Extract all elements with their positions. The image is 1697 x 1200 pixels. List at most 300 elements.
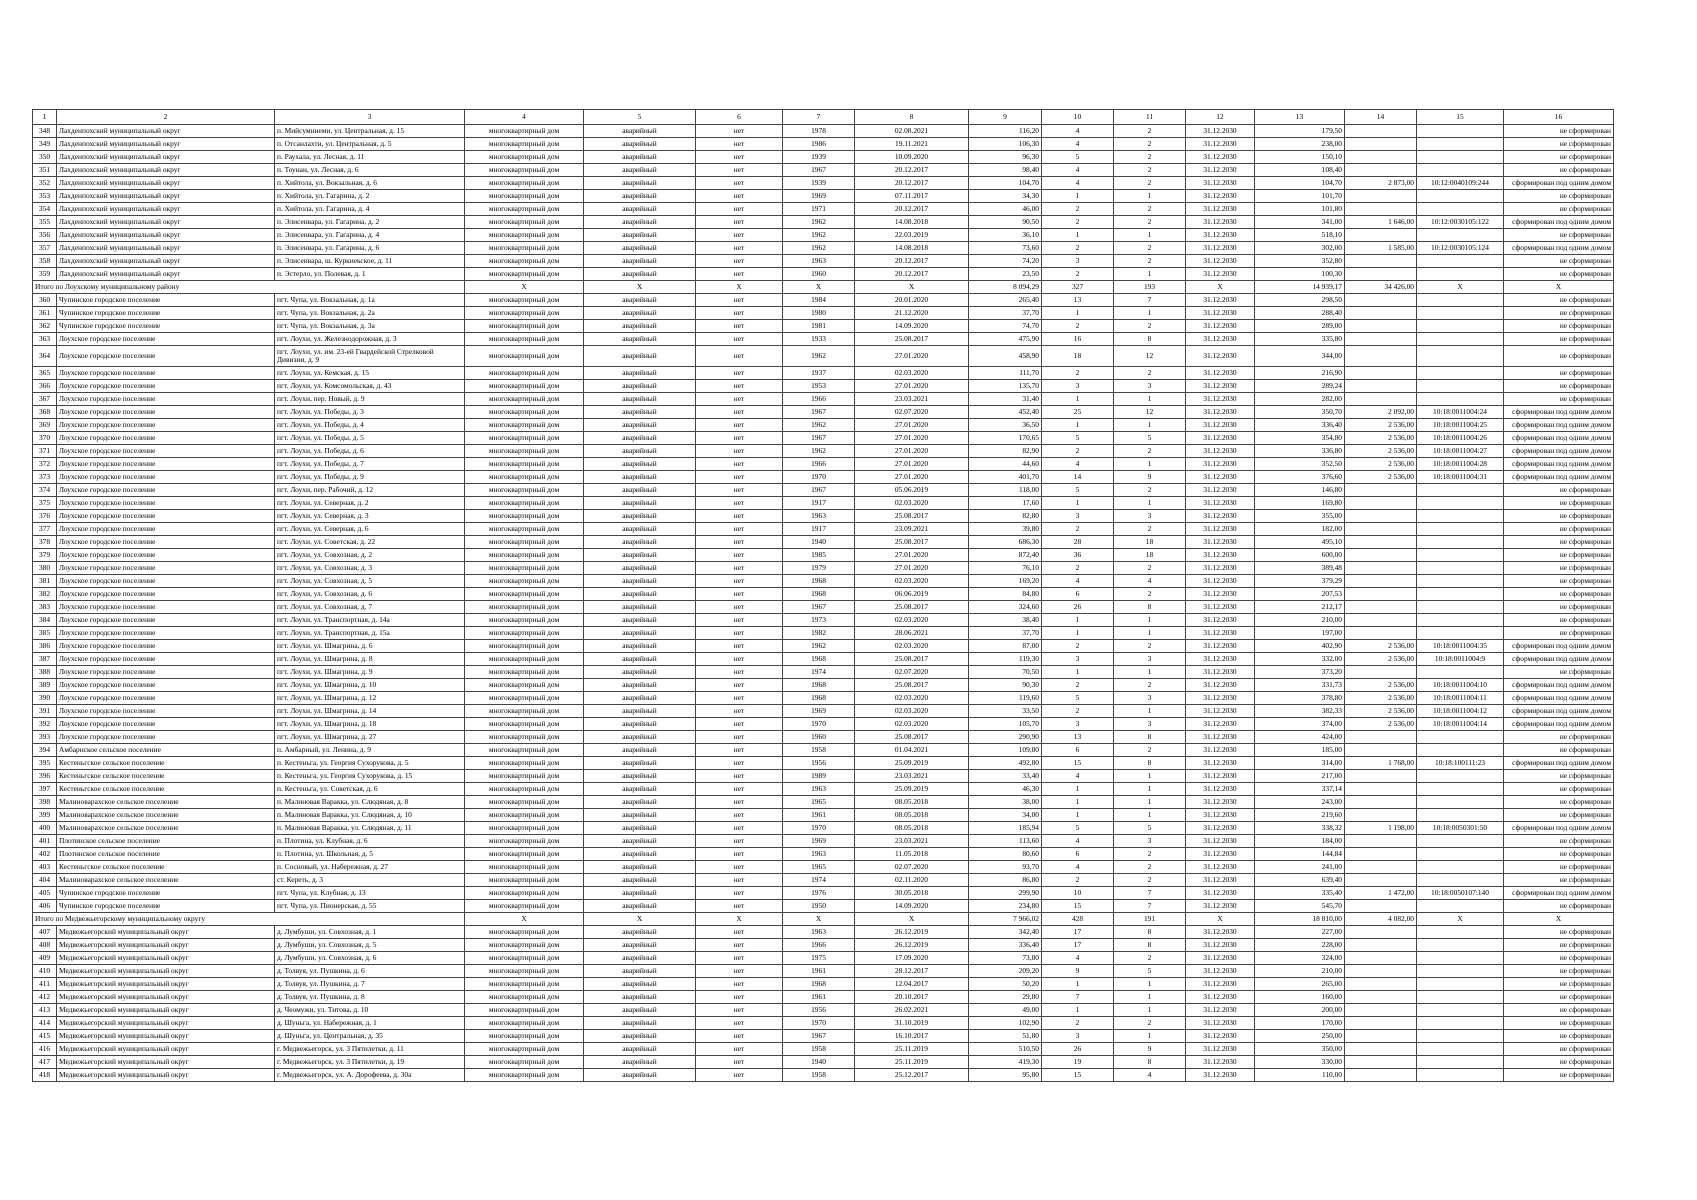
cell-count: 1 <box>1114 229 1186 242</box>
cell-deadline: 31.12.2030 <box>1186 510 1255 523</box>
cell-condition: аварийный <box>584 536 696 549</box>
cell-flag: нет <box>696 1056 783 1069</box>
cell-flag: нет <box>696 874 783 887</box>
cell-flag: нет <box>696 614 783 627</box>
cell-address: пгт. Лоухи, ул. Победы, д. 3 <box>275 406 465 419</box>
cell-address: д. Лумбуши, ул. Совхозная, д. 1 <box>275 926 465 939</box>
cell-flag: нет <box>696 952 783 965</box>
cell-land-area: 2 536,00 <box>1345 679 1417 692</box>
cell-date: 20.12.2017 <box>855 268 969 281</box>
cell-building-type: многоквартирный дом <box>465 471 584 484</box>
cell-deadline: 31.12.2030 <box>1186 367 1255 380</box>
cell-cost: 402,90 <box>1255 640 1345 653</box>
cell-deadline: 31.12.2030 <box>1186 380 1255 393</box>
cell-flag: нет <box>696 640 783 653</box>
cell-condition: аварийный <box>584 627 696 640</box>
header-cell-3: 3 <box>275 110 465 125</box>
cell-residents: 2 <box>1042 242 1114 255</box>
cell-year: 1917 <box>783 497 855 510</box>
cell-date: 14.08.2018 <box>855 242 969 255</box>
cell-cadastral-number <box>1417 320 1504 333</box>
cell-land-status: не сформирован <box>1504 255 1614 268</box>
cell-deadline: 31.12.2030 <box>1186 432 1255 445</box>
cell-area: 336,40 <box>969 939 1042 952</box>
cell-condition: аварийный <box>584 151 696 164</box>
cell-flag: нет <box>696 307 783 320</box>
cell-deadline: 31.12.2030 <box>1186 419 1255 432</box>
cell-land-area <box>1345 900 1417 913</box>
cell-cost: 545,70 <box>1255 900 1345 913</box>
cell-condition: аварийный <box>584 203 696 216</box>
subtotal-condition: X <box>584 913 696 926</box>
cell-deadline: 31.12.2030 <box>1186 1043 1255 1056</box>
cell-date: 10.09.2020 <box>855 151 969 164</box>
cell-land-area <box>1345 1017 1417 1030</box>
cell-cadastral-number <box>1417 978 1504 991</box>
cell-row-number: 357 <box>33 242 57 255</box>
cell-deadline: 31.12.2030 <box>1186 588 1255 601</box>
cell-count: 2 <box>1114 523 1186 536</box>
cell-flag: нет <box>696 445 783 458</box>
cell-deadline: 31.12.2030 <box>1186 1004 1255 1017</box>
cell-municipality: Медвежьегорский муниципальный округ <box>57 939 275 952</box>
cell-row-number: 385 <box>33 627 57 640</box>
cell-land-status: не сформирован <box>1504 874 1614 887</box>
cell-residents: 1 <box>1042 666 1114 679</box>
cell-cadastral-number <box>1417 1043 1504 1056</box>
cell-residents: 1 <box>1042 627 1114 640</box>
cell-date: 02.07.2020 <box>855 666 969 679</box>
cell-land-area: 2 536,00 <box>1345 640 1417 653</box>
cell-cadastral-number: 10:18:0011004:28 <box>1417 458 1504 471</box>
cell-residents: 4 <box>1042 835 1114 848</box>
cell-deadline: 31.12.2030 <box>1186 164 1255 177</box>
cell-count: 2 <box>1114 848 1186 861</box>
cell-row-number: 403 <box>33 861 57 874</box>
cell-flag: нет <box>696 1004 783 1017</box>
cell-cost: 250,00 <box>1255 1030 1345 1043</box>
table-row <box>33 268 1614 281</box>
cell-date: 27.01.2020 <box>855 445 969 458</box>
header-row <box>33 110 1614 125</box>
cell-date: 23.03.2021 <box>855 835 969 848</box>
cell-residents: 2 <box>1042 367 1114 380</box>
cell-residents: 1 <box>1042 978 1114 991</box>
cell-count: 1 <box>1114 627 1186 640</box>
table-row <box>33 666 1614 679</box>
cell-municipality: Лахденпохский муниципальный округ <box>57 229 275 242</box>
cell-date: 02.03.2020 <box>855 640 969 653</box>
cell-cadastral-number <box>1417 965 1504 978</box>
cell-land-status: не сформирован <box>1504 1056 1614 1069</box>
cell-land-status: не сформирован <box>1504 484 1614 497</box>
cell-year: 1979 <box>783 562 855 575</box>
cell-deadline: 31.12.2030 <box>1186 861 1255 874</box>
cell-date: 20.12.2017 <box>855 164 969 177</box>
subtotal-building-type: X <box>465 281 584 294</box>
cell-date: 26.12.2019 <box>855 939 969 952</box>
cell-building-type: многоквартирный дом <box>465 991 584 1004</box>
cell-building-type: многоквартирный дом <box>465 653 584 666</box>
cell-address: д. Шуньга, ул. Набережная, д. 1 <box>275 1017 465 1030</box>
cell-land-status: сформирован под одним домом <box>1504 692 1614 705</box>
table-row <box>33 203 1614 216</box>
cell-count: 1 <box>1114 770 1186 783</box>
cell-flag: нет <box>696 164 783 177</box>
cell-area: 104,70 <box>969 177 1042 190</box>
cell-municipality: Лоухское городское поселение <box>57 614 275 627</box>
cell-building-type: многоквартирный дом <box>465 731 584 744</box>
cell-deadline: 31.12.2030 <box>1186 471 1255 484</box>
cell-flag: нет <box>696 1069 783 1082</box>
cell-date: 20.10.2017 <box>855 991 969 1004</box>
cell-cadastral-number <box>1417 939 1504 952</box>
cell-cadastral-number <box>1417 744 1504 757</box>
cell-address: п. Кестеньга, ул. Георгия Сухорукова, д. 5 <box>275 757 465 770</box>
cell-cost: 352,50 <box>1255 458 1345 471</box>
table-row <box>33 640 1614 653</box>
cell-count: 3 <box>1114 510 1186 523</box>
cell-area: 49,00 <box>969 1004 1042 1017</box>
cell-year: 1961 <box>783 991 855 1004</box>
cell-condition: аварийный <box>584 809 696 822</box>
cell-deadline: 31.12.2030 <box>1186 640 1255 653</box>
cell-count: 1 <box>1114 705 1186 718</box>
cell-municipality: Лоухское городское поселение <box>57 666 275 679</box>
cell-building-type: многоквартирный дом <box>465 562 584 575</box>
cell-cadastral-number <box>1417 770 1504 783</box>
cell-land-area <box>1345 588 1417 601</box>
cell-building-type: многоквартирный дом <box>465 393 584 406</box>
cell-land-status: не сформирован <box>1504 1030 1614 1043</box>
cell-condition: аварийный <box>584 333 696 346</box>
cell-year: 1967 <box>783 432 855 445</box>
cell-land-area <box>1345 744 1417 757</box>
cell-building-type: многоквартирный дом <box>465 333 584 346</box>
cell-area: 111,70 <box>969 367 1042 380</box>
cell-area: 119,30 <box>969 653 1042 666</box>
cell-building-type: многоквартирный дом <box>465 1069 584 1082</box>
table-row <box>33 255 1614 268</box>
cell-area: 170,65 <box>969 432 1042 445</box>
cell-land-status: не сформирован <box>1504 562 1614 575</box>
cell-date: 27.01.2020 <box>855 562 969 575</box>
cell-address: д. Чеомужи, ул. Титова, д. 10 <box>275 1004 465 1017</box>
table-row <box>33 835 1614 848</box>
cell-municipality: Амбарнское сельское поселение <box>57 744 275 757</box>
cell-municipality: Чупинское городское поселение <box>57 887 275 900</box>
cell-row-number: 381 <box>33 575 57 588</box>
cell-address: п. Малиновая Варакка, ул. Слюдяная, д. 11 <box>275 822 465 835</box>
cell-count: 4 <box>1114 1069 1186 1082</box>
cell-residents: 4 <box>1042 138 1114 151</box>
cell-land-status: не сформирован <box>1504 333 1614 346</box>
cell-flag: нет <box>696 380 783 393</box>
cell-residents: 1 <box>1042 229 1114 242</box>
cell-row-number: 370 <box>33 432 57 445</box>
cell-row-number: 393 <box>33 731 57 744</box>
cell-area: 44,60 <box>969 458 1042 471</box>
cell-date: 08.05.2018 <box>855 809 969 822</box>
header-cell-14: 14 <box>1345 110 1417 125</box>
cell-land-area <box>1345 614 1417 627</box>
cell-cadastral-number <box>1417 809 1504 822</box>
cell-residents: 1 <box>1042 1004 1114 1017</box>
cell-land-status: сформирован под одним домом <box>1504 653 1614 666</box>
cell-land-area <box>1345 1069 1417 1082</box>
cell-land-status: не сформирован <box>1504 900 1614 913</box>
cell-condition: аварийный <box>584 991 696 1004</box>
cell-address: пгт. Чупа, ул. Вокзальная, д. 1а <box>275 294 465 307</box>
cell-row-number: 352 <box>33 177 57 190</box>
cell-deadline: 31.12.2030 <box>1186 991 1255 1004</box>
cell-area: 46,00 <box>969 203 1042 216</box>
cell-cost: 379,29 <box>1255 575 1345 588</box>
cell-cadastral-number <box>1417 575 1504 588</box>
cell-area: 82,80 <box>969 510 1042 523</box>
cell-area: 80,60 <box>969 848 1042 861</box>
cell-municipality: Медвежьегорский муниципальный округ <box>57 978 275 991</box>
cell-condition: аварийный <box>584 471 696 484</box>
cell-year: 1971 <box>783 203 855 216</box>
cell-count: 2 <box>1114 1017 1186 1030</box>
cell-year: 1963 <box>783 255 855 268</box>
cell-municipality: Лоухское городское поселение <box>57 380 275 393</box>
cell-cadastral-number <box>1417 601 1504 614</box>
cell-land-area <box>1345 333 1417 346</box>
cell-cadastral-number <box>1417 562 1504 575</box>
cell-residents: 9 <box>1042 965 1114 978</box>
cell-residents: 26 <box>1042 601 1114 614</box>
cell-deadline: 31.12.2030 <box>1186 138 1255 151</box>
table-body <box>33 110 1614 1082</box>
cell-flag: нет <box>696 458 783 471</box>
cell-count: 8 <box>1114 731 1186 744</box>
cell-residents: 2 <box>1042 874 1114 887</box>
cell-residents: 4 <box>1042 575 1114 588</box>
cell-count: 1 <box>1114 783 1186 796</box>
cell-residents: 2 <box>1042 1017 1114 1030</box>
cell-cost: 110,00 <box>1255 1069 1345 1082</box>
cell-land-status: не сформирован <box>1504 1004 1614 1017</box>
cell-building-type: многоквартирный дом <box>465 588 584 601</box>
cell-building-type: многоквартирный дом <box>465 151 584 164</box>
cell-area: 87,00 <box>969 640 1042 653</box>
cell-area: 31,40 <box>969 393 1042 406</box>
cell-count: 12 <box>1114 346 1186 367</box>
cell-municipality: Медвежьегорский муниципальный округ <box>57 1030 275 1043</box>
cell-area: 234,80 <box>969 900 1042 913</box>
cell-area: 342,40 <box>969 926 1042 939</box>
cell-cost: 289,24 <box>1255 380 1345 393</box>
cell-municipality: Медвежьегорский муниципальный округ <box>57 965 275 978</box>
cell-date: 26.02.2021 <box>855 1004 969 1017</box>
subtotal-residents: 327 <box>1042 281 1114 294</box>
cell-land-status: сформирован под одним домом <box>1504 471 1614 484</box>
cell-year: 1967 <box>783 1030 855 1043</box>
cell-year: 1960 <box>783 268 855 281</box>
cell-land-area <box>1345 190 1417 203</box>
cell-date: 25.08.2017 <box>855 653 969 666</box>
table-row <box>33 320 1614 333</box>
cell-flag: нет <box>696 835 783 848</box>
cell-deadline: 31.12.2030 <box>1186 965 1255 978</box>
table-row <box>33 536 1614 549</box>
cell-cost: 314,00 <box>1255 757 1345 770</box>
cell-cost: 518,10 <box>1255 229 1345 242</box>
cell-deadline: 31.12.2030 <box>1186 809 1255 822</box>
cell-building-type: многоквартирный дом <box>465 523 584 536</box>
cell-residents: 13 <box>1042 294 1114 307</box>
cell-land-status: сформирован под одним домом <box>1504 177 1614 190</box>
cell-municipality: Чупинское городское поселение <box>57 320 275 333</box>
subtotal-residents: 428 <box>1042 913 1114 926</box>
table-row <box>33 419 1614 432</box>
cell-municipality: Лахденпохский муниципальный округ <box>57 203 275 216</box>
cell-date: 06.06.2019 <box>855 588 969 601</box>
cell-cadastral-number <box>1417 835 1504 848</box>
cell-condition: аварийный <box>584 125 696 138</box>
cell-date: 27.01.2020 <box>855 458 969 471</box>
cell-area: 185,94 <box>969 822 1042 835</box>
cell-land-status: не сформирован <box>1504 1043 1614 1056</box>
table-row <box>33 744 1614 757</box>
cell-row-number: 365 <box>33 367 57 380</box>
cell-cost: 600,00 <box>1255 549 1345 562</box>
cell-residents: 5 <box>1042 822 1114 835</box>
cell-land-area <box>1345 1004 1417 1017</box>
cell-condition: аварийный <box>584 549 696 562</box>
cell-land-status: не сформирован <box>1504 861 1614 874</box>
cell-area: 33,40 <box>969 770 1042 783</box>
subtotal-date: X <box>855 281 969 294</box>
cell-residents: 1 <box>1042 497 1114 510</box>
cell-address: пгт. Лоухи, ул. Победы, д. 5 <box>275 432 465 445</box>
cell-condition: аварийный <box>584 1056 696 1069</box>
cell-date: 02.11.2020 <box>855 874 969 887</box>
cell-year: 1965 <box>783 861 855 874</box>
cell-deadline: 31.12.2030 <box>1186 242 1255 255</box>
cell-building-type: многоквартирный дом <box>465 229 584 242</box>
cell-flag: нет <box>696 151 783 164</box>
cell-area: 116,20 <box>969 125 1042 138</box>
cell-deadline: 31.12.2030 <box>1186 1030 1255 1043</box>
cell-municipality: Медвежьегорский муниципальный округ <box>57 1069 275 1082</box>
cell-row-number: 394 <box>33 744 57 757</box>
cell-municipality: Чупинское городское поселение <box>57 900 275 913</box>
cell-address: пгт. Чупа, ул. Клубная, д. 13 <box>275 887 465 900</box>
cell-flag: нет <box>696 190 783 203</box>
cell-land-status: не сформирован <box>1504 536 1614 549</box>
cell-condition: аварийный <box>584 190 696 203</box>
cell-date: 27.01.2020 <box>855 432 969 445</box>
cell-municipality: Лахденпохский муниципальный округ <box>57 151 275 164</box>
cell-date: 25.09.2019 <box>855 757 969 770</box>
cell-flag: нет <box>696 575 783 588</box>
cell-residents: 2 <box>1042 679 1114 692</box>
cell-deadline: 31.12.2030 <box>1186 666 1255 679</box>
cell-municipality: Лахденпохский муниципальный округ <box>57 216 275 229</box>
cell-land-area: 2 536,00 <box>1345 445 1417 458</box>
cell-area: 95,80 <box>969 1069 1042 1082</box>
subtotal-cost: 14 939,17 <box>1255 281 1345 294</box>
cell-land-area <box>1345 1030 1417 1043</box>
cell-residents: 16 <box>1042 333 1114 346</box>
cell-land-area <box>1345 393 1417 406</box>
cell-year: 1976 <box>783 887 855 900</box>
cell-row-number: 374 <box>33 484 57 497</box>
cell-flag: нет <box>696 926 783 939</box>
cell-row-number: 368 <box>33 406 57 419</box>
cell-year: 1962 <box>783 346 855 367</box>
cell-cost: 243,00 <box>1255 796 1345 809</box>
cell-land-status: не сформирован <box>1504 1069 1614 1082</box>
cell-land-area: 2 536,00 <box>1345 458 1417 471</box>
cell-address: д. Толвуя, ул. Пушкина, д. 7 <box>275 978 465 991</box>
cell-flag: нет <box>696 965 783 978</box>
cell-address: п. Кестеньга, ул. Георгия Сухорукова, д. 15 <box>275 770 465 783</box>
cell-count: 1 <box>1114 796 1186 809</box>
cell-year: 1963 <box>783 848 855 861</box>
cell-cadastral-number <box>1417 307 1504 320</box>
cell-area: 106,30 <box>969 138 1042 151</box>
cell-building-type: многоквартирный дом <box>465 952 584 965</box>
cell-count: 2 <box>1114 125 1186 138</box>
cell-flag: нет <box>696 497 783 510</box>
cell-land-status: не сформирован <box>1504 203 1614 216</box>
cell-deadline: 31.12.2030 <box>1186 1056 1255 1069</box>
cell-land-status: сформирован под одним домом <box>1504 640 1614 653</box>
cell-land-status: не сформирован <box>1504 965 1614 978</box>
cell-year: 1937 <box>783 367 855 380</box>
cell-residents: 15 <box>1042 757 1114 770</box>
cell-flag: нет <box>696 848 783 861</box>
cell-land-status: сформирован под одним домом <box>1504 705 1614 718</box>
cell-land-status: сформирован под одним домом <box>1504 406 1614 419</box>
cell-address: п. Раухала, ул. Лесная, д. 11 <box>275 151 465 164</box>
cell-cost: 108,40 <box>1255 164 1345 177</box>
cell-residents: 4 <box>1042 125 1114 138</box>
table-row <box>33 952 1614 965</box>
cell-municipality: Лоухское городское поселение <box>57 575 275 588</box>
cell-deadline: 31.12.2030 <box>1186 679 1255 692</box>
header-cell-2: 2 <box>57 110 275 125</box>
cell-area: 50,20 <box>969 978 1042 991</box>
cell-deadline: 31.12.2030 <box>1186 601 1255 614</box>
cell-count: 1 <box>1114 666 1186 679</box>
cell-flag: нет <box>696 692 783 705</box>
cell-row-number: 404 <box>33 874 57 887</box>
cell-land-area <box>1345 991 1417 1004</box>
cell-deadline: 31.12.2030 <box>1186 406 1255 419</box>
cell-municipality: Лоухское городское поселение <box>57 601 275 614</box>
cell-area: 73,60 <box>969 242 1042 255</box>
cell-building-type: многоквартирный дом <box>465 757 584 770</box>
cell-deadline: 31.12.2030 <box>1186 458 1255 471</box>
cell-municipality: Чупинское городское поселение <box>57 294 275 307</box>
cell-condition: аварийный <box>584 432 696 445</box>
cell-cadastral-number <box>1417 203 1504 216</box>
cell-condition: аварийный <box>584 406 696 419</box>
cell-condition: аварийный <box>584 229 696 242</box>
header-cell-13: 13 <box>1255 110 1345 125</box>
cell-row-number: 398 <box>33 796 57 809</box>
cell-municipality: Чупинское городское поселение <box>57 307 275 320</box>
table-row <box>33 575 1614 588</box>
cell-cost: 182,00 <box>1255 523 1345 536</box>
cell-year: 1986 <box>783 138 855 151</box>
cell-row-number: 356 <box>33 229 57 242</box>
